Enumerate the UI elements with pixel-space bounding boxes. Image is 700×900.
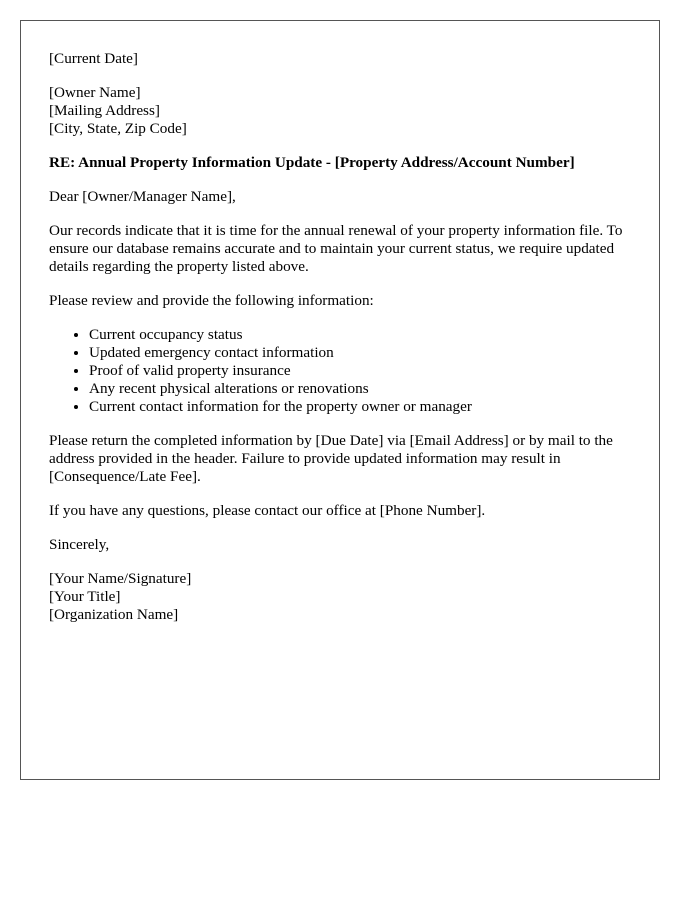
sender-signature: [Your Name/Signature] xyxy=(49,570,192,587)
questions-paragraph: If you have any questions, please contact our office at [Phone Number]. xyxy=(49,502,486,519)
recipient-city-state-zip: [City, State, Zip Code] xyxy=(49,120,187,137)
sender-block xyxy=(49,570,631,624)
list-item: • Current contact information for the property owner or manager xyxy=(89,398,631,416)
intro-paragraph: Our records indicate that it is time for the annual renewal of your property information file. To ensure our database remains accurate and to maintain your current status, we require updated details regarding the property listed above. xyxy=(49,222,623,275)
list-item: • Current occupancy status xyxy=(89,326,631,344)
list-item: • Any recent physical alterations or renovations xyxy=(89,380,631,398)
list-item: • Updated emergency contact information xyxy=(89,344,631,362)
recipient-mailing-address: [Mailing Address] xyxy=(49,102,160,119)
subject-line: RE: Annual Property Information Update - [Property Address/Account Number] xyxy=(49,154,575,171)
letter-page xyxy=(20,20,660,780)
closing: Sincerely, xyxy=(49,536,110,553)
review-prompt: Please review and provide the following information: xyxy=(49,292,374,309)
recipient-name: [Owner Name] xyxy=(49,84,141,101)
required-items-list xyxy=(49,326,631,416)
recipient-address-block xyxy=(49,84,631,138)
letter-date: [Current Date] xyxy=(49,50,138,67)
salutation: Dear [Owner/Manager Name], xyxy=(49,188,236,205)
return-instructions-paragraph: Please return the completed information by [Due Date] via [Email Address] or by mail to the address provided in the header. Failure to provide updated information may result in [Consequence/Late Fee]. xyxy=(49,432,613,485)
sender-title: [Your Title] xyxy=(49,588,121,605)
sender-organization: [Organization Name] xyxy=(49,606,179,623)
list-item: • Proof of valid property insurance xyxy=(89,362,631,380)
